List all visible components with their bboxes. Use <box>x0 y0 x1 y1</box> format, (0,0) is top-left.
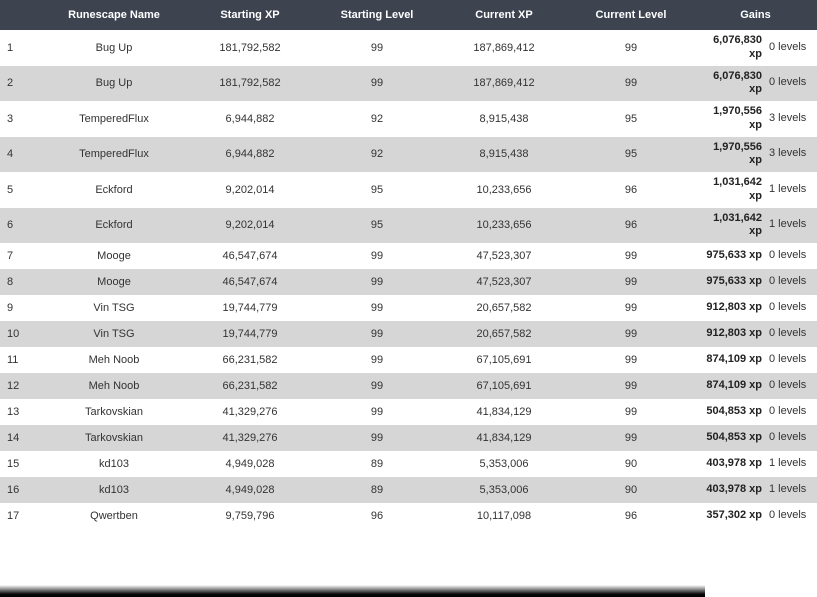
row-xp-gain: 1,970,556 xp <box>713 105 762 131</box>
row-current-xp: 8,915,438 <box>479 112 529 125</box>
table-row[interactable] <box>0 425 817 451</box>
row-current-level: 96 <box>624 219 638 232</box>
row-runescape-name: Meh Noob <box>88 354 140 366</box>
row-starting-xp: 4,949,028 <box>225 484 275 496</box>
table-body <box>0 30 817 529</box>
row-level-gain: 3 levels <box>769 147 807 160</box>
table-row[interactable] <box>0 295 817 321</box>
row-xp-gain: 6,076,830 xp <box>713 34 762 60</box>
table-row[interactable] <box>0 451 817 477</box>
row-current-xp: 47,523,307 <box>476 276 532 288</box>
row-gains <box>694 503 817 529</box>
row-current-level: 90 <box>624 458 638 470</box>
row-starting-xp: 46,547,674 <box>222 250 278 262</box>
row-current-level: 96 <box>624 510 638 522</box>
column-header-current-xp[interactable]: Current XP <box>440 0 568 30</box>
row-rank: 7 <box>7 250 14 262</box>
row-starting-level: 95 <box>370 183 384 196</box>
row-current-xp: 187,869,412 <box>473 77 535 90</box>
row-starting-level: 99 <box>370 432 384 444</box>
row-runescape-name: Meh Noob <box>88 380 140 392</box>
table-row[interactable] <box>0 347 817 373</box>
row-current-xp: 10,233,656 <box>476 219 532 232</box>
table-header <box>0 0 817 30</box>
row-current-xp: 41,834,129 <box>476 406 532 418</box>
row-current-xp: 10,233,656 <box>476 183 532 196</box>
row-xp-gain: 975,633 xp <box>706 275 762 288</box>
row-runescape-name: Eckford <box>95 183 133 196</box>
row-runescape-name: kd103 <box>99 484 129 496</box>
row-level-gain: 0 levels <box>769 405 807 418</box>
row-starting-xp: 66,231,582 <box>222 380 278 392</box>
row-current-xp: 5,353,006 <box>479 458 529 470</box>
table-row[interactable] <box>0 137 817 173</box>
row-xp-gain: 912,803 xp <box>706 327 762 340</box>
bottom-fade-overlay <box>0 585 705 597</box>
row-level-gain: 3 levels <box>769 111 807 124</box>
row-starting-level: 89 <box>370 458 384 470</box>
row-current-xp: 41,834,129 <box>476 432 532 444</box>
row-current-level: 96 <box>624 183 638 196</box>
row-gains <box>694 425 817 451</box>
row-current-xp: 5,353,006 <box>479 484 529 496</box>
row-starting-level: 99 <box>370 354 384 366</box>
table-row[interactable] <box>0 399 817 425</box>
row-runescape-name: TemperedFlux <box>79 148 149 161</box>
row-level-gain: 0 levels <box>769 379 807 392</box>
row-starting-level: 99 <box>370 41 384 54</box>
row-level-gain: 1 levels <box>769 218 807 231</box>
row-starting-xp: 6,944,882 <box>225 112 275 125</box>
row-level-gain: 1 levels <box>769 182 807 195</box>
table-row[interactable] <box>0 373 817 399</box>
table-row[interactable] <box>0 269 817 295</box>
row-xp-gain: 975,633 xp <box>706 249 762 262</box>
row-level-gain: 0 levels <box>769 275 807 288</box>
row-xp-gain: 6,076,830 xp <box>713 69 762 96</box>
row-current-level: 99 <box>624 250 638 262</box>
row-starting-xp: 6,944,882 <box>225 148 275 161</box>
row-current-level: 99 <box>624 380 638 392</box>
row-level-gain: 0 levels <box>769 353 807 366</box>
row-starting-xp: 41,329,276 <box>222 432 278 444</box>
row-starting-level: 99 <box>370 380 384 392</box>
row-starting-xp: 41,329,276 <box>222 406 278 418</box>
table-row[interactable] <box>0 172 817 208</box>
row-rank: 14 <box>7 432 20 444</box>
row-starting-level: 99 <box>370 276 384 288</box>
row-starting-level: 92 <box>370 112 384 125</box>
row-starting-level: 89 <box>370 484 384 496</box>
row-rank: 13 <box>7 406 20 418</box>
column-header-current-level[interactable]: Current Level <box>568 0 694 30</box>
row-xp-gain: 504,853 xp <box>706 431 762 444</box>
row-runescape-name: Vin TSG <box>93 302 135 314</box>
row-starting-xp: 66,231,582 <box>222 354 278 366</box>
row-xp-gain: 1,031,642 xp <box>713 211 762 238</box>
row-starting-xp: 181,792,582 <box>219 41 281 54</box>
row-starting-xp: 19,744,779 <box>222 302 278 314</box>
row-gains <box>694 347 817 373</box>
row-current-xp: 187,869,412 <box>473 41 535 54</box>
row-starting-xp: 9,202,014 <box>225 219 275 232</box>
table-row[interactable] <box>0 66 817 102</box>
row-rank: 10 <box>7 328 20 340</box>
row-xp-gain: 1,031,642 xp <box>713 176 762 202</box>
row-xp-gain: 403,978 xp <box>706 483 762 496</box>
row-current-xp: 20,657,582 <box>476 328 532 340</box>
row-rank: 5 <box>7 183 14 196</box>
row-level-gain: 0 levels <box>769 327 807 340</box>
row-current-xp: 67,105,691 <box>476 380 532 392</box>
table-row[interactable] <box>0 101 817 137</box>
row-gains <box>694 321 817 347</box>
table-row[interactable] <box>0 503 817 529</box>
row-xp-gain: 403,978 xp <box>706 457 762 470</box>
row-starting-level: 99 <box>370 328 384 340</box>
row-level-gain: 0 levels <box>769 431 807 444</box>
row-level-gain: 0 levels <box>769 40 807 53</box>
row-gains <box>694 243 817 269</box>
row-level-gain: 0 levels <box>769 249 807 262</box>
row-runescape-name: Vin TSG <box>93 328 135 340</box>
row-level-gain: 0 levels <box>769 301 807 314</box>
column-header-rank <box>0 0 42 30</box>
row-level-gain: 0 levels <box>769 76 807 89</box>
table-row[interactable] <box>0 243 817 269</box>
table-row[interactable] <box>0 208 817 244</box>
row-runescape-name: TemperedFlux <box>79 112 149 125</box>
row-gains <box>694 295 817 321</box>
row-runescape-name: kd103 <box>99 458 129 470</box>
row-starting-level: 99 <box>370 250 384 262</box>
row-gains <box>694 66 817 102</box>
row-runescape-name: Tarkovskian <box>84 406 144 418</box>
row-rank: 2 <box>7 77 14 90</box>
table-row[interactable] <box>0 321 817 347</box>
row-rank: 6 <box>7 219 14 232</box>
row-rank: 3 <box>7 112 14 125</box>
row-gains <box>694 208 817 244</box>
row-gains <box>694 101 817 137</box>
row-current-level: 99 <box>624 41 638 54</box>
row-rank: 12 <box>7 380 20 392</box>
row-current-level: 95 <box>624 148 638 161</box>
row-gains <box>694 30 817 66</box>
row-gains <box>694 477 817 503</box>
row-current-level: 99 <box>624 432 638 444</box>
row-xp-gain: 504,853 xp <box>706 405 762 418</box>
row-xp-gain: 1,970,556 xp <box>713 140 762 167</box>
column-header-runescape-name[interactable]: Runescape Name <box>42 0 186 30</box>
row-starting-level: 96 <box>370 510 384 522</box>
row-current-level: 90 <box>624 484 638 496</box>
row-starting-level: 99 <box>370 406 384 418</box>
row-level-gain: 0 levels <box>769 509 807 522</box>
column-header-starting-level[interactable]: Starting Level <box>314 0 440 30</box>
row-gains <box>694 269 817 295</box>
row-rank: 8 <box>7 276 14 288</box>
row-runescape-name: Bug Up <box>95 41 133 54</box>
row-starting-level: 95 <box>370 219 384 232</box>
row-current-level: 99 <box>624 328 638 340</box>
row-current-level: 99 <box>624 77 638 90</box>
row-rank: 11 <box>7 354 19 366</box>
row-current-level: 95 <box>624 112 638 125</box>
row-runescape-name: Tarkovskian <box>84 432 144 444</box>
row-starting-xp: 181,792,582 <box>219 77 281 90</box>
row-runescape-name: Mooge <box>97 250 131 262</box>
row-runescape-name: Qwertben <box>90 510 138 522</box>
row-current-xp: 10,117,098 <box>476 510 532 522</box>
row-current-level: 99 <box>624 354 638 366</box>
row-runescape-name: Mooge <box>97 276 131 288</box>
row-rank: 1 <box>7 41 14 54</box>
row-current-xp: 47,523,307 <box>476 250 532 262</box>
row-current-xp: 20,657,582 <box>476 302 532 314</box>
row-rank: 17 <box>7 510 20 522</box>
row-starting-level: 92 <box>370 148 384 161</box>
row-xp-gain: 357,302 xp <box>706 509 762 522</box>
table-row[interactable] <box>0 30 817 66</box>
row-xp-gain: 874,109 xp <box>706 353 762 366</box>
row-gains <box>694 373 817 399</box>
row-rank: 9 <box>7 302 14 314</box>
row-runescape-name: Eckford <box>95 219 133 232</box>
column-header-starting-xp[interactable]: Starting XP <box>186 0 314 30</box>
row-rank: 16 <box>7 484 20 496</box>
row-gains <box>694 399 817 425</box>
row-level-gain: 1 levels <box>769 483 807 496</box>
row-rank: 15 <box>7 458 20 470</box>
row-starting-xp: 4,949,028 <box>225 458 275 470</box>
row-current-level: 99 <box>624 302 638 314</box>
row-starting-xp: 9,759,796 <box>225 510 275 522</box>
row-gains <box>694 172 817 208</box>
row-rank: 4 <box>7 148 14 161</box>
row-current-xp: 67,105,691 <box>476 354 532 366</box>
row-gains <box>694 137 817 173</box>
row-runescape-name: Bug Up <box>95 77 133 90</box>
row-xp-gain: 912,803 xp <box>706 301 762 314</box>
row-current-level: 99 <box>624 406 638 418</box>
row-starting-xp: 19,744,779 <box>222 328 278 340</box>
row-starting-level: 99 <box>370 77 384 90</box>
row-current-level: 99 <box>624 276 638 288</box>
row-xp-gain: 874,109 xp <box>706 379 762 392</box>
row-level-gain: 1 levels <box>769 457 807 470</box>
column-header-gains[interactable]: Gains <box>694 0 817 30</box>
table-row[interactable] <box>0 477 817 503</box>
row-starting-xp: 46,547,674 <box>222 276 278 288</box>
table-header-row <box>0 0 817 30</box>
row-starting-level: 99 <box>370 302 384 314</box>
row-starting-xp: 9,202,014 <box>225 183 275 196</box>
row-current-xp: 8,915,438 <box>479 148 529 161</box>
row-gains <box>694 451 817 477</box>
